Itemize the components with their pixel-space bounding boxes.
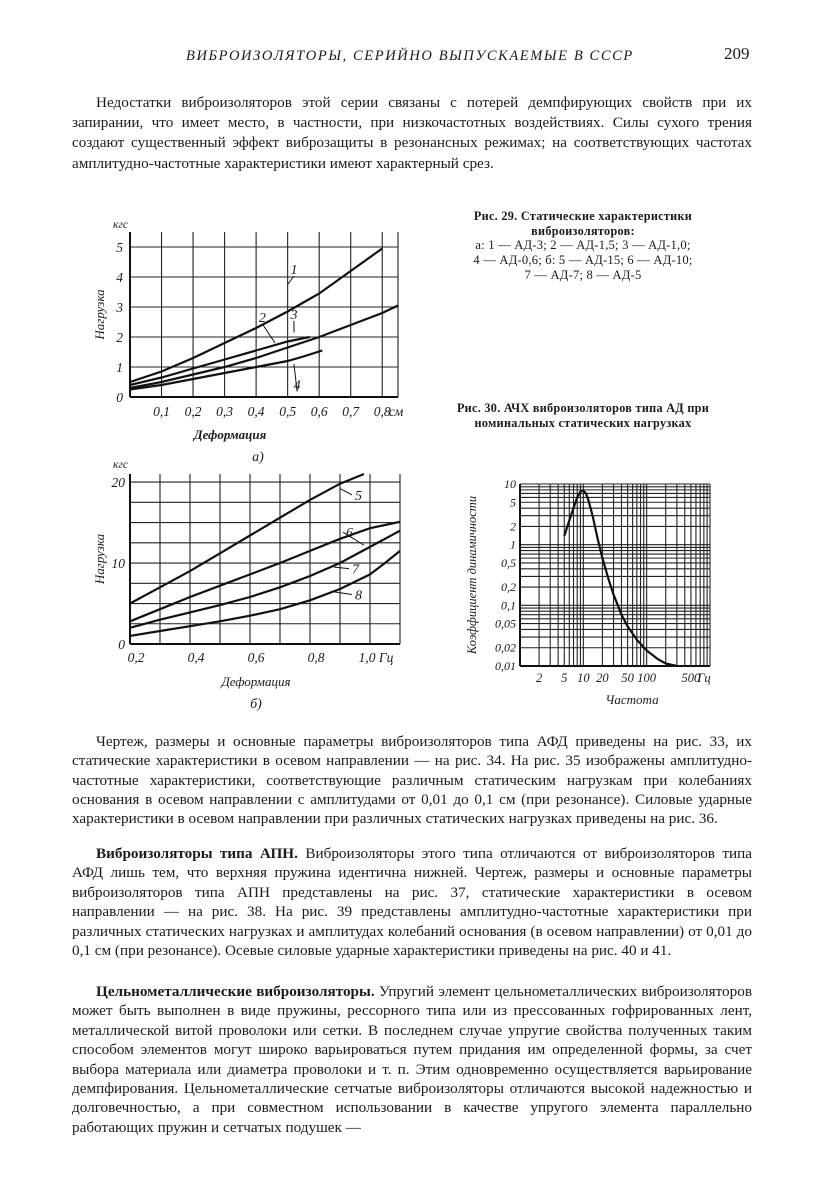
y-unit-label: кгс (113, 219, 128, 231)
x-tick-label: 0,3 (216, 404, 234, 419)
x-tick-label: 500 (681, 671, 701, 685)
figure-29-legend-line-3: 7 — АД-7; 8 — АД-5 (524, 267, 642, 282)
curve-АЧХ (564, 491, 677, 667)
curve-6 (130, 522, 400, 622)
x-tick-label: 20 (596, 671, 609, 685)
x-axis-title: Деформация (221, 674, 291, 689)
x-axis-title: Деформация (193, 427, 267, 442)
figure-29-legend-line-1: а: 1 — АД-3; 2 — АД-1,5; 3 — АД-1,0; (475, 238, 691, 253)
x-tick-label: 50 (621, 671, 634, 685)
y-tick-label: 0,1 (501, 598, 516, 613)
x-unit-label: см (388, 404, 404, 419)
panel-label: б) (250, 697, 262, 712)
x-tick-label: 0,6 (310, 404, 328, 419)
x-tick-label: 0,4 (187, 650, 205, 665)
y-axis-title: Нагрузка (92, 533, 107, 585)
paragraph-afd: Чертеж, размеры и основные параметры виброизоляторов типа АФД приведены на рис. 33, их статические характеристики в осевом направлении — на рис. 34. На рис. 35 изображены амплитудно-частотные характеристики, соответствующие различным статическим нагрузкам при колебаниях основания в осевом направлении с амплитудами от 0,01 до 0,1 см (при резонансе). Силовые ударные характеристики в осевом направлении при различных статических нагрузках приведены на рис. 36. (72, 733, 752, 828)
paragraph-all-metal-text: Упругий элемент цельнометаллических виброизоляторов может быть выполнен в виде пружины, рессорного типа или из прессованных гофрированных лент, металлической витой проволоки или сетки. В последнем случае упругие свойства полученных таким способом элементов могут широко варьироваться путем придания им определенной формы, за счет выбора материала или диаметра проволоки и т. п. Этим одновременно осуществляется варьирование демпфирования. Цельнометаллические сетчатые виброизоляторы отличаются высокой надежностью и долговечностью, а при совместном использовании в качестве упругого элемента параллельно работающих пружин и сетчатых подушек — (72, 983, 752, 1136)
running-head: ВИБРОИЗОЛЯТОРЫ, СЕРИЙНО ВЫПУСКАЕМЫЕ В СССР (186, 48, 634, 64)
x-tick-label: 1,0 Гц (358, 650, 394, 665)
y-tick-label: 5 (510, 495, 516, 510)
x-tick-label: 100 (637, 671, 657, 685)
curve-label-leader (334, 567, 349, 568)
x-tick-label: 2 (535, 671, 543, 685)
figure-30-caption (436, 401, 730, 430)
curve-label: 2 (258, 311, 266, 326)
y-tick-label: 10 (111, 556, 125, 572)
y-tick-label: 20 (111, 475, 125, 491)
paragraph-intro: Недостатки виброизоляторов этой серии связаны с потерей демпфирующих свойств при их запирании, что имеет место, в частности, при низкочастотных воздействиях. Силы сухого трения создают существенный эффект виброзащиты в резонансных режимах; на соответствующих частотах амплитудно-частотные характеристики имеют характерный срез. (72, 94, 752, 172)
y-tick-label: 5 (116, 240, 123, 255)
y-axis-title: Коэффициент динамичности (465, 495, 479, 655)
section-heading-all-metal: Цельнометаллические виброизоляторы. (96, 983, 375, 1000)
curve-label: 3 (290, 308, 298, 323)
curve-label: 4 (293, 378, 301, 394)
y-tick-label: 2 (510, 519, 516, 534)
x-tick-label: 0,8 (307, 650, 325, 665)
x-axis-title: Частота (605, 692, 659, 707)
curve-label-leader (331, 591, 352, 594)
section-heading-apn: Виброизоляторы типа АПН. (96, 845, 298, 862)
y-tick-label: 4 (116, 270, 123, 285)
y-tick-label: 2 (116, 330, 123, 345)
x-tick-label: 0,8 (373, 404, 391, 419)
figure-29-caption-title: Рис. 29. Статические характеристики виброизоляторов: (473, 209, 693, 238)
y-tick-label: 0,5 (501, 555, 516, 570)
paragraph-all-metal (72, 982, 752, 1137)
x-tick-label: 10 (577, 671, 590, 685)
x-tick-label: 0,4 (247, 404, 265, 419)
curve-label: 1 (290, 263, 298, 278)
x-tick-label: 0,5 (279, 404, 297, 419)
y-tick-label: 0,05 (495, 616, 516, 631)
figure-29-legend-line-2: 4 — АД-0,6; б: 5 — АД-15; 6 — АД-10; (473, 252, 693, 267)
curve-label: 7 (352, 562, 359, 578)
figure-29-caption (436, 209, 730, 283)
y-tick-label: 3 (116, 300, 123, 315)
x-tick-label: 0,2 (184, 404, 202, 419)
y-tick-label: 0,01 (495, 659, 516, 673)
y-unit-label: кгс (113, 459, 128, 471)
x-tick-label: 0,1 (153, 404, 170, 419)
curve-label-leader (262, 324, 275, 343)
x-tick-label: Гц (697, 671, 711, 685)
x-tick-label: 5 (561, 671, 568, 685)
curve-5 (130, 474, 364, 604)
figure-30-caption-title: Рис. 30. АЧХ виброизоляторов типа АД при номинальных статических нагрузках (456, 401, 710, 430)
paragraph-apn-text: Виброизоляторы этого типа отличаются от виброизоляторов типа АФД лишь тем, что верхняя пружина идентична нижней. Чертеж, размеры и основные параметры виброизоляторов типа АПН представлены на рис. 37, статические характеристики в осевом направлении — на рис. 38. На рис. 39 представлены амплитудно-частотные характеристики при различных статических нагрузках и амплитудах колебаний основания (в осевом направлении) от 0,01 до 0,1 см (при резонансе). Осевые силовые ударные характеристики приведены на рис. 40 и 41. (72, 845, 753, 960)
y-tick-label: 1 (510, 537, 516, 552)
x-tick-label: 0,2 (127, 650, 145, 665)
y-tick-label: 1 (116, 360, 123, 375)
y-tick-label: 10 (504, 477, 516, 491)
y-tick-label: 0,02 (495, 640, 516, 655)
figure-29b-chart (80, 454, 420, 720)
x-tick-label: 0,7 (342, 404, 360, 419)
y-tick-label: 0 (118, 637, 125, 652)
figure-30-chart (462, 470, 732, 708)
y-tick-label: 0,2 (501, 580, 516, 595)
curve-label: 8 (355, 588, 362, 604)
paragraph-apn (72, 844, 752, 960)
panel-label: а) (252, 450, 264, 464)
y-tick-label: 0 (116, 390, 123, 405)
page-number: 209 (724, 44, 750, 63)
figure-29a-chart (80, 212, 420, 464)
curve-label: 5 (355, 488, 362, 504)
curve-label: 6 (346, 526, 353, 542)
curve-label-leader (340, 489, 352, 495)
y-axis-title: Нагрузка (92, 289, 107, 340)
x-tick-label: 0,6 (247, 650, 265, 665)
